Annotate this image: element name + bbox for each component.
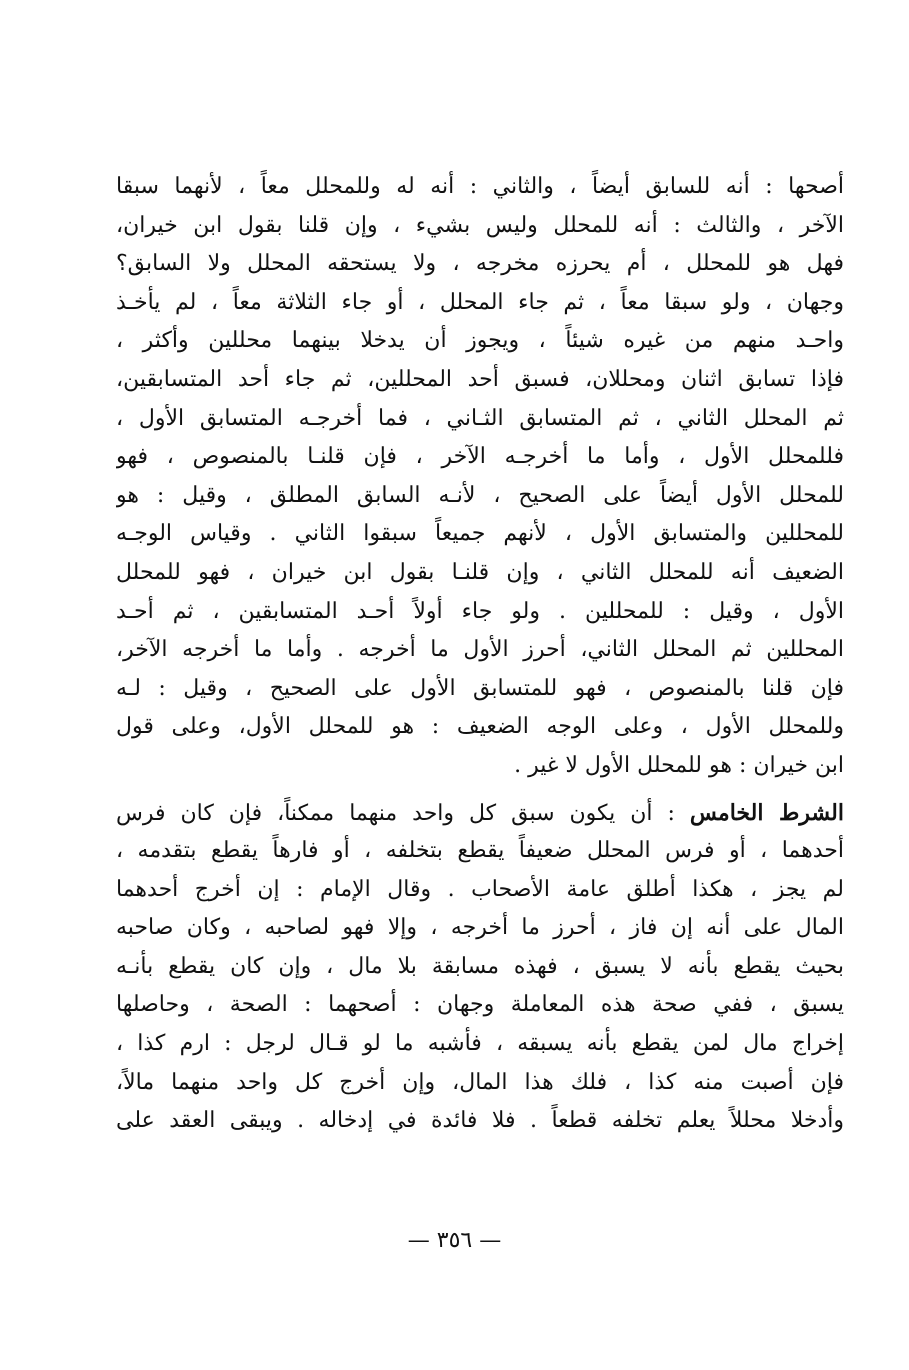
text-line: فللمحلل الأول ، وأما ما أخرجـه الآخر ، فإن قلنـا بالمنصوص ، فهو — [116, 444, 844, 470]
text-line: ابن خيران : هو للمحلل الأول لا غير . — [514, 752, 844, 778]
page-body-text — [116, 168, 844, 1141]
paragraph-2 — [116, 794, 844, 1141]
text-line: الأول ، وقيل : للمحللين . ولو جاء أولاً أحـد المتسابقين ، ثم أحـد — [116, 598, 844, 624]
text-line: فهل هو للمحلل ، أم يحرزه مخرجه ، ولا يستحقه المحلل ولا السابق؟ — [116, 251, 844, 277]
text-line: للمحلل الأول أيضاً على الصحيح ، لأنـه السابق المطلق ، وقيل : هو — [116, 482, 844, 508]
text-line-with-heading — [116, 794, 844, 833]
text-line: فإن أصبت منه كذا ، فلك هذا المال، وإن أخرج كل واحد منهما مالاً، — [116, 1069, 844, 1095]
section-heading: الشرط الخامس — [689, 799, 844, 826]
text-line: واحـد منهم من غيره شيئاً ، ويجوز أن يدخلا بينهما محللين وأكثر ، — [116, 328, 844, 354]
text-line: أحدهما ، أو فرس المحلل ضعيفاً يقطع بتخلفه ، أو فارهاً يقطع بتقدمه ، — [116, 838, 844, 864]
text-line: المال على أنه إن فاز ، أحرز ما أخرجه ، وإلا فهو لصاحبه ، وكان صاحبه — [116, 915, 844, 941]
heading-line-text: : أن يكون سبق كل واحد منهما ممكناً، فإن كان فرس — [116, 800, 675, 826]
text-line: يسبق ، ففي صحة هذه المعاملة وجهان : أصحهما : الصحة ، وحاصلها — [116, 992, 844, 1018]
text-line: وأدخلا محللاً يعلم تخلفه قطعاً . فلا فائدة في إدخاله . ويبقى العقد على — [116, 1108, 844, 1134]
text-line: الآخر ، والثالث : أنه للمحلل وليس بشيء ، وإن قلنا بقول ابن خيران، — [116, 212, 844, 238]
text-line: المحللين ثم المحلل الثاني، أحرز الأول ما أخرجه . وأما ما أخرجه الآخر، — [116, 637, 844, 663]
paragraph-gap — [116, 786, 844, 794]
text-line: للمحللين والمتسابق الأول ، لأنهم جميعاً سبقوا الثاني . وقياس الوجـه — [116, 521, 844, 547]
text-line: الضعيف أنه للمحلل الثاني ، وإن قلنـا بقول ابن خيران ، فهو للمحلل — [116, 559, 844, 585]
text-line: ثم المحلل الثاني ، ثم المتسابق الثـاني ، فما أخرجـه المتسابق الأول ، — [116, 405, 844, 431]
text-line: إخراج مال لمن يقطع بأنه يسبقه ، فأشبه ما لو قـال لرجل : ارم كذا ، — [116, 1031, 844, 1057]
paragraph-1 — [116, 168, 844, 786]
text-line: فإن قلنا بالمنصوص ، فهو للمتسابق الأول على الصحيح ، وقيل : لـه — [116, 675, 844, 701]
text-line: فإذا تسابق اثنان ومحللان، فسبق أحد المحللين، ثم جاء أحد المتسابقين، — [116, 366, 844, 392]
text-line: بحيث يقطع بأنه لا يسبق ، فهذه مسابقة بلا مال ، وإن كان يقطع بأنـه — [116, 953, 844, 979]
text-line: أصحها : أنه للسابق أيضاً ، والثاني : أنه له وللمحلل معاً ، لأنهما سبقا — [116, 174, 844, 199]
text-line: وجهان ، ولو سبقا معاً ، ثم جاء المحلل ، أو جاء الثلاثة معاً ، لم يأخـذ — [116, 289, 844, 315]
text-line: وللمحلل الأول ، وعلى الوجه الضعيف : هو للمحلل الأول، وعلى قول — [116, 714, 844, 740]
page-number: — ٣٥٦ — — [407, 1228, 502, 1253]
text-line: لم يجز ، هكذا أطلق عامة الأصحاب . وقال الإمام : إن أخرج أحدهما — [116, 876, 844, 902]
